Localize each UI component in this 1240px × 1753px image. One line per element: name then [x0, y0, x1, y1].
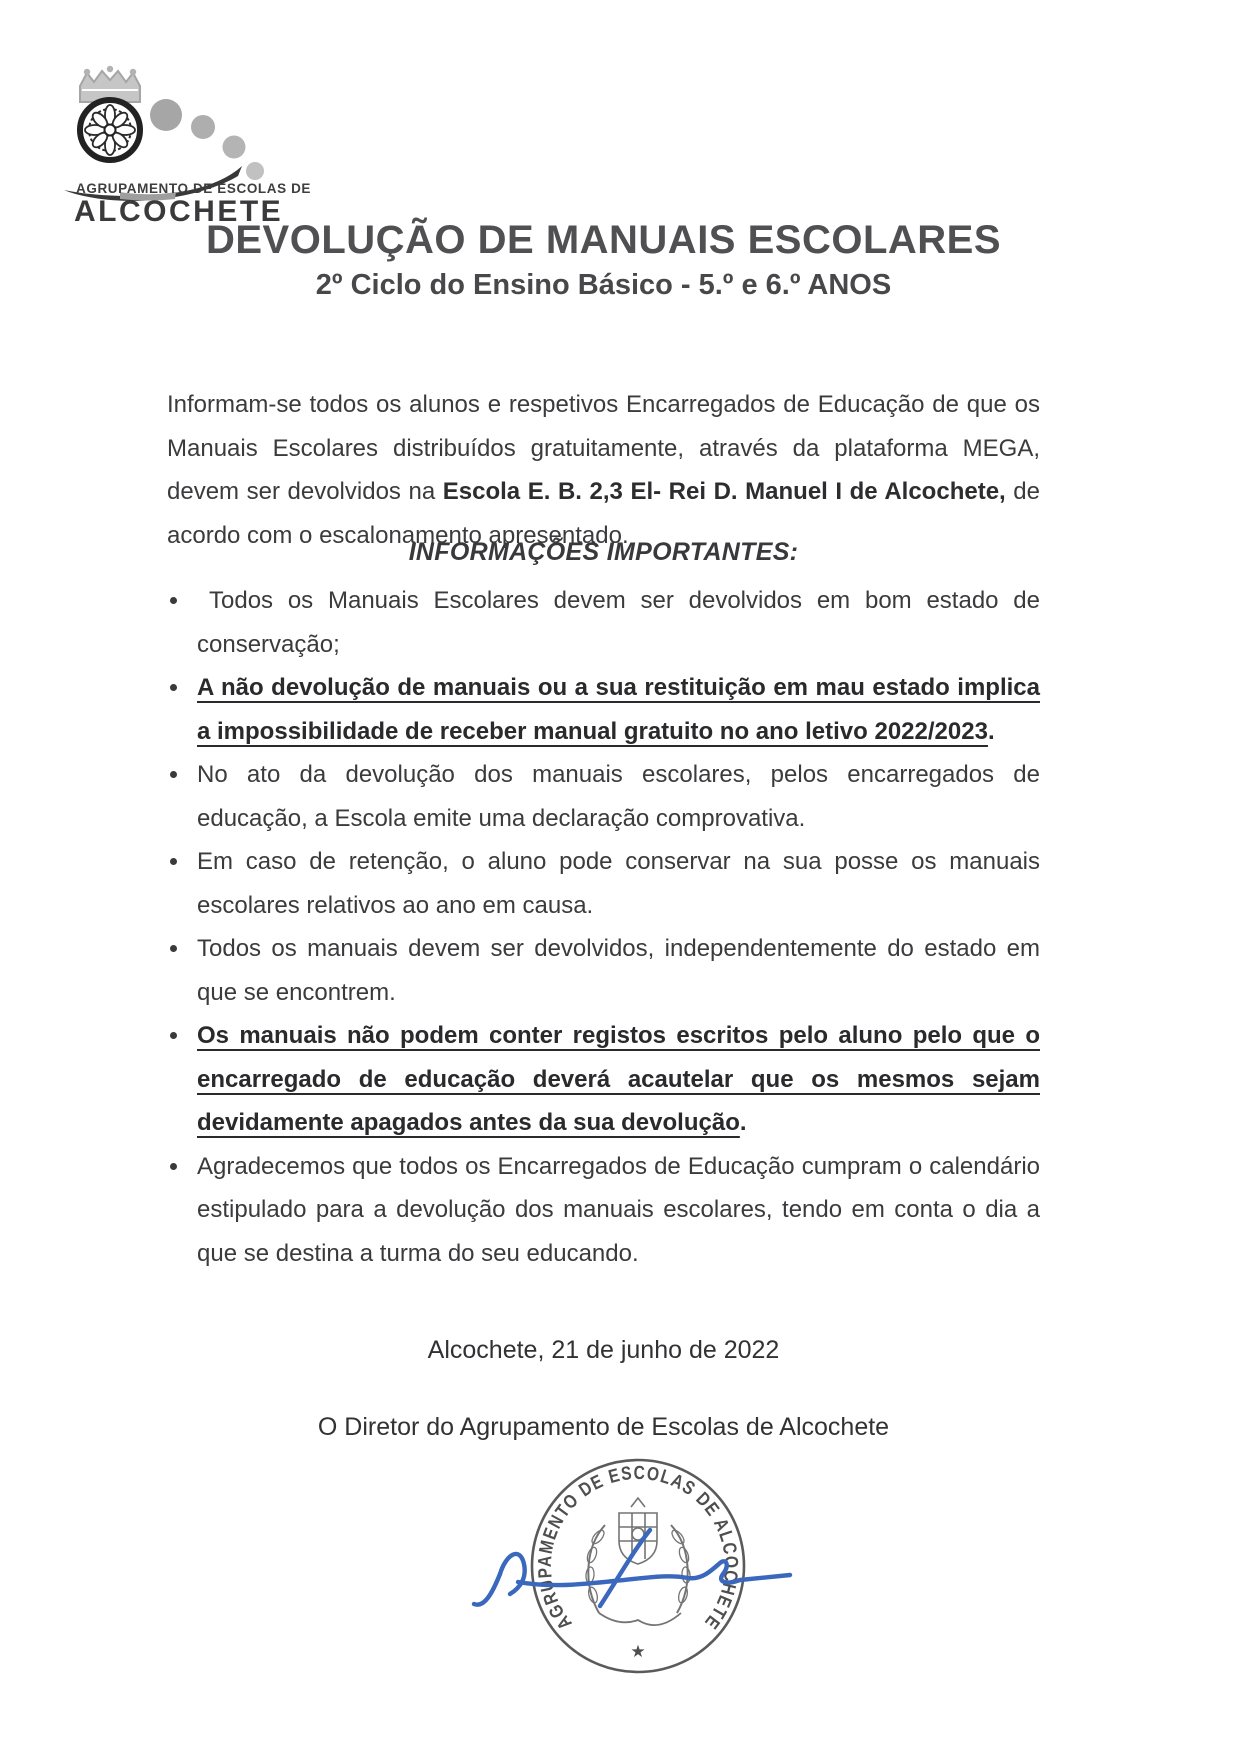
stamp-star-icon: ★: [630, 1642, 646, 1661]
signer-title: O Diretor do Agrupamento de Escolas de Alcochete: [317, 1413, 890, 1441]
bullet-list: [197, 579, 1040, 1275]
list-item: Agradecemos que todos os Encarregados de Educação cumpram o calendário estipulado para a devolução dos manuais escolares, tendo em conta o dia a que se destina a turma do seu educando.: [197, 1145, 1040, 1276]
doc-subtitle: 2º Ciclo do Ensino Básico - 5.º e 6.º ANOS: [315, 269, 892, 301]
intro-school-name: Escola E. B. 2,3 El- Rei D. Manuel I de Alcochete,: [442, 478, 1006, 505]
doc-title: DEVOLUÇÃO DE MANUAIS ESCOLARES: [205, 218, 1002, 262]
list-item: Os manuais não podem conter registos escritos pelo aluno pelo que o encarregado de educação deverá acautelar que os mesmos sejam devidamente apagados antes da sua devolução.: [197, 1014, 1040, 1145]
dots-icon: [150, 99, 264, 180]
list-item: Em caso de retenção, o aluno pode conservar na sua posse os manuais escolares relativos ao ano em causa.: [197, 840, 1040, 927]
crown-icon: [80, 66, 140, 102]
intro-text-before: Informam-se todos os alunos e respetivos Encarregados de Educação de que os Manuais Escolares distribuídos gratuitamente, através da plataforma MEGA, devem ser devolvidos na: [167, 391, 1040, 505]
stamp-circular-text: AGRUPAMENTO DE ESCOLAS DE ALCOCHETE: [534, 1462, 742, 1636]
logo-org-city: ALCOCHETE: [74, 195, 284, 228]
section-heading: INFORMAÇÕES IMPORTANTES:: [408, 538, 799, 566]
date-line: Alcochete, 21 de junho de 2022: [427, 1336, 780, 1364]
list-item: Todos os manuais devem ser devolvidos, independentemente do estado em que se encontrem.: [197, 927, 1040, 1014]
intro-paragraph: [167, 383, 1040, 557]
signature-icon: [460, 1508, 805, 1633]
rosette-icon: [80, 100, 140, 160]
list-item: No ato da devolução dos manuais escolares, pelos encarregados de educação, a Escola emite uma declaração comprovativa.: [197, 753, 1040, 840]
logo-org-name: AGRUPAMENTO DE ESCOLAS DE: [76, 181, 312, 196]
intro-text-after: de acordo com o escalonamento apresentado.: [167, 478, 1040, 549]
list-item: Todos os Manuais Escolares devem ser devolvidos em bom estado de conservação;: [197, 579, 1040, 666]
list-item: A não devolução de manuais ou a sua restituição em mau estado implica a impossibilidade de receber manual gratuito no ano letivo 2022/2023.: [197, 666, 1040, 753]
